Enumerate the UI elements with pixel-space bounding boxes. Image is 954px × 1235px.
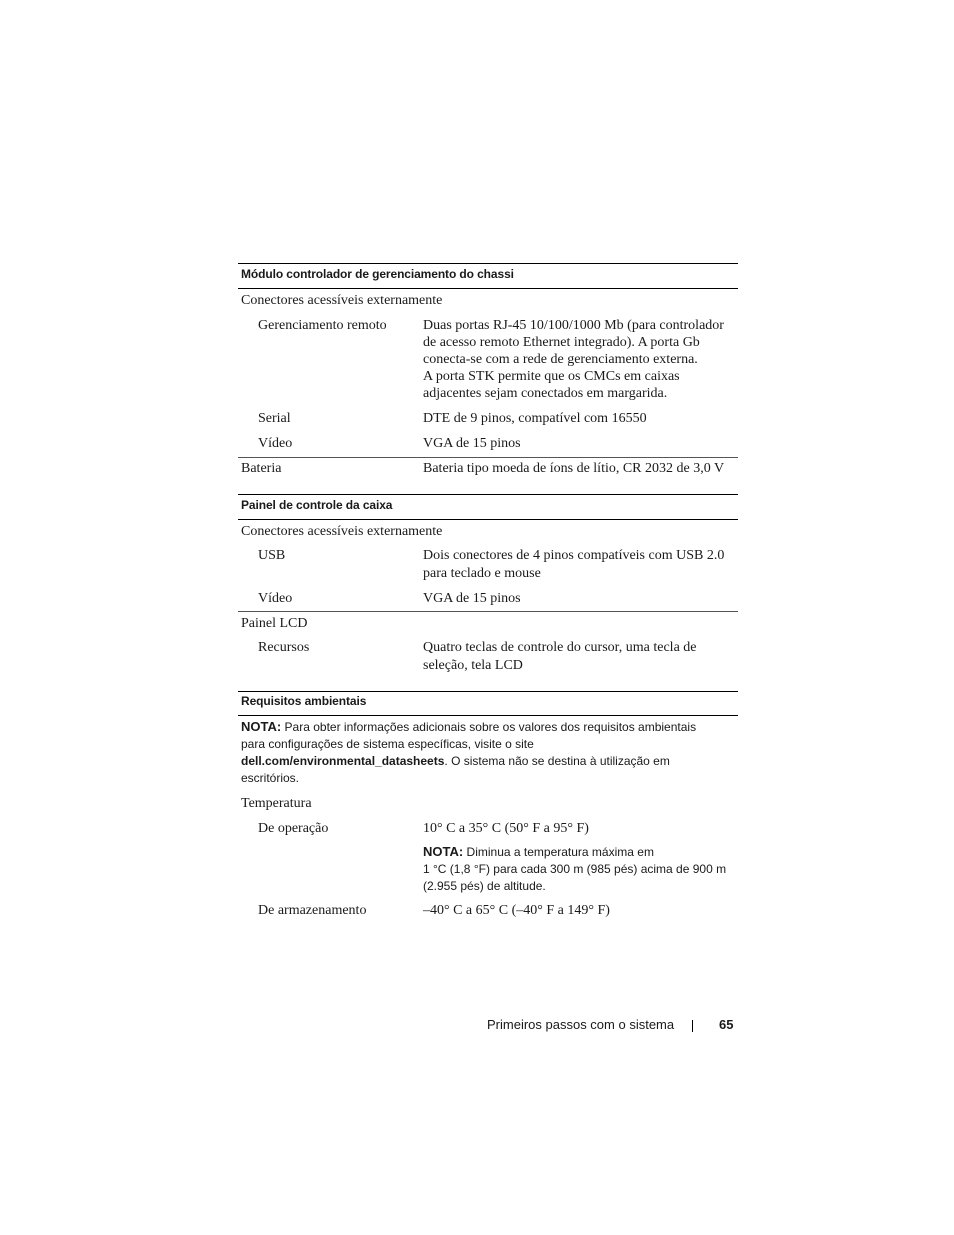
section1-divider [238, 457, 738, 458]
remote-management-line: de acesso remoto Ethernet integrado). A porta Gb [423, 335, 700, 350]
section2-header-rule [238, 519, 738, 520]
operation-label: De operação [258, 821, 329, 836]
serial-label: Serial [258, 411, 291, 426]
resources-value [423, 639, 738, 674]
usb-value [423, 547, 738, 582]
section3-header-rule [238, 715, 738, 716]
page-number: 65 [719, 1017, 734, 1032]
resources-line: Quatro teclas de controle do cursor, uma tecla de [423, 640, 697, 655]
note-line: Para obter informações adicionais sobre os valores dos requisitos ambientais [281, 720, 697, 734]
battery-value: Bateria tipo moeda de íons de lítio, CR 2032 de 3,0 V [423, 461, 725, 476]
op-note-line: (2.955 pés) de altitude. [423, 879, 546, 893]
video-value: VGA de 15 pinos [423, 436, 521, 451]
note-line: . O sistema não se destina à utilização em [444, 754, 670, 768]
section1-top-rule [238, 263, 738, 264]
section1-group-label: Conectores acessíveis externamente [241, 293, 443, 308]
temperature-label: Temperatura [241, 796, 312, 811]
section1-header-rule [238, 288, 738, 289]
note-label: NOTA: [241, 719, 282, 734]
section3-title: Requisitos ambientais [241, 694, 367, 708]
operation-value: 10° C a 35° C (50° F a 95° F) [423, 821, 589, 836]
section2-title: Painel de controle da caixa [241, 498, 393, 512]
footer-separator [692, 1020, 693, 1032]
environment-note [241, 718, 738, 787]
datasheets-link[interactable]: dell.com/environmental_datasheets [241, 754, 445, 768]
serial-value: DTE de 9 pinos, compatível com 16550 [423, 411, 647, 426]
video-label-2: Vídeo [258, 591, 293, 606]
note-label: NOTA: [423, 844, 464, 859]
note-line: para configurações de sistema específicas, visite o site [241, 737, 534, 751]
section2-divider [238, 611, 738, 612]
video-value-2: VGA de 15 pinos [423, 591, 521, 606]
footer-section-title: Primeiros passos com o sistema [487, 1017, 675, 1032]
storage-label: De armazenamento [258, 903, 367, 918]
remote-management-line: A porta STK permite que os CMCs em caixas [423, 369, 680, 384]
resources-line: seleção, tela LCD [423, 658, 523, 673]
storage-value: –40° C a 65° C (–40° F a 149° F) [423, 903, 610, 918]
remote-management-value [423, 317, 738, 402]
battery-label: Bateria [241, 461, 282, 476]
remote-management-line: Duas portas RJ-45 10/100/1000 Mb (para controlador [423, 318, 724, 333]
usb-line: Dois conectores de 4 pinos compatíveis com USB 2.0 [423, 548, 725, 563]
section1-title: Módulo controlador de gerenciamento do chassi [241, 267, 514, 281]
remote-management-line: adjacentes sejam conectados em margarida. [423, 386, 668, 401]
op-note-line: Diminua a temperatura máxima em [463, 845, 654, 859]
note-line: escritórios. [241, 771, 300, 785]
section2-group-label: Conectores acessíveis externamente [241, 524, 443, 539]
operation-note [423, 843, 738, 895]
remote-management-line: conecta-se com a rede de gerenciamento externa. [423, 352, 698, 367]
lcd-panel-label: Painel LCD [241, 616, 308, 631]
usb-line: para teclado e mouse [423, 566, 541, 581]
resources-label: Recursos [258, 640, 310, 655]
video-label: Vídeo [258, 436, 293, 451]
op-note-line: 1 °C (1,8 °F) para cada 300 m (985 pés) acima de 900 m [423, 862, 727, 876]
usb-label: USB [258, 548, 286, 563]
section3-top-rule [238, 691, 738, 692]
remote-management-label: Gerenciamento remoto [258, 318, 387, 333]
section2-top-rule [238, 494, 738, 495]
